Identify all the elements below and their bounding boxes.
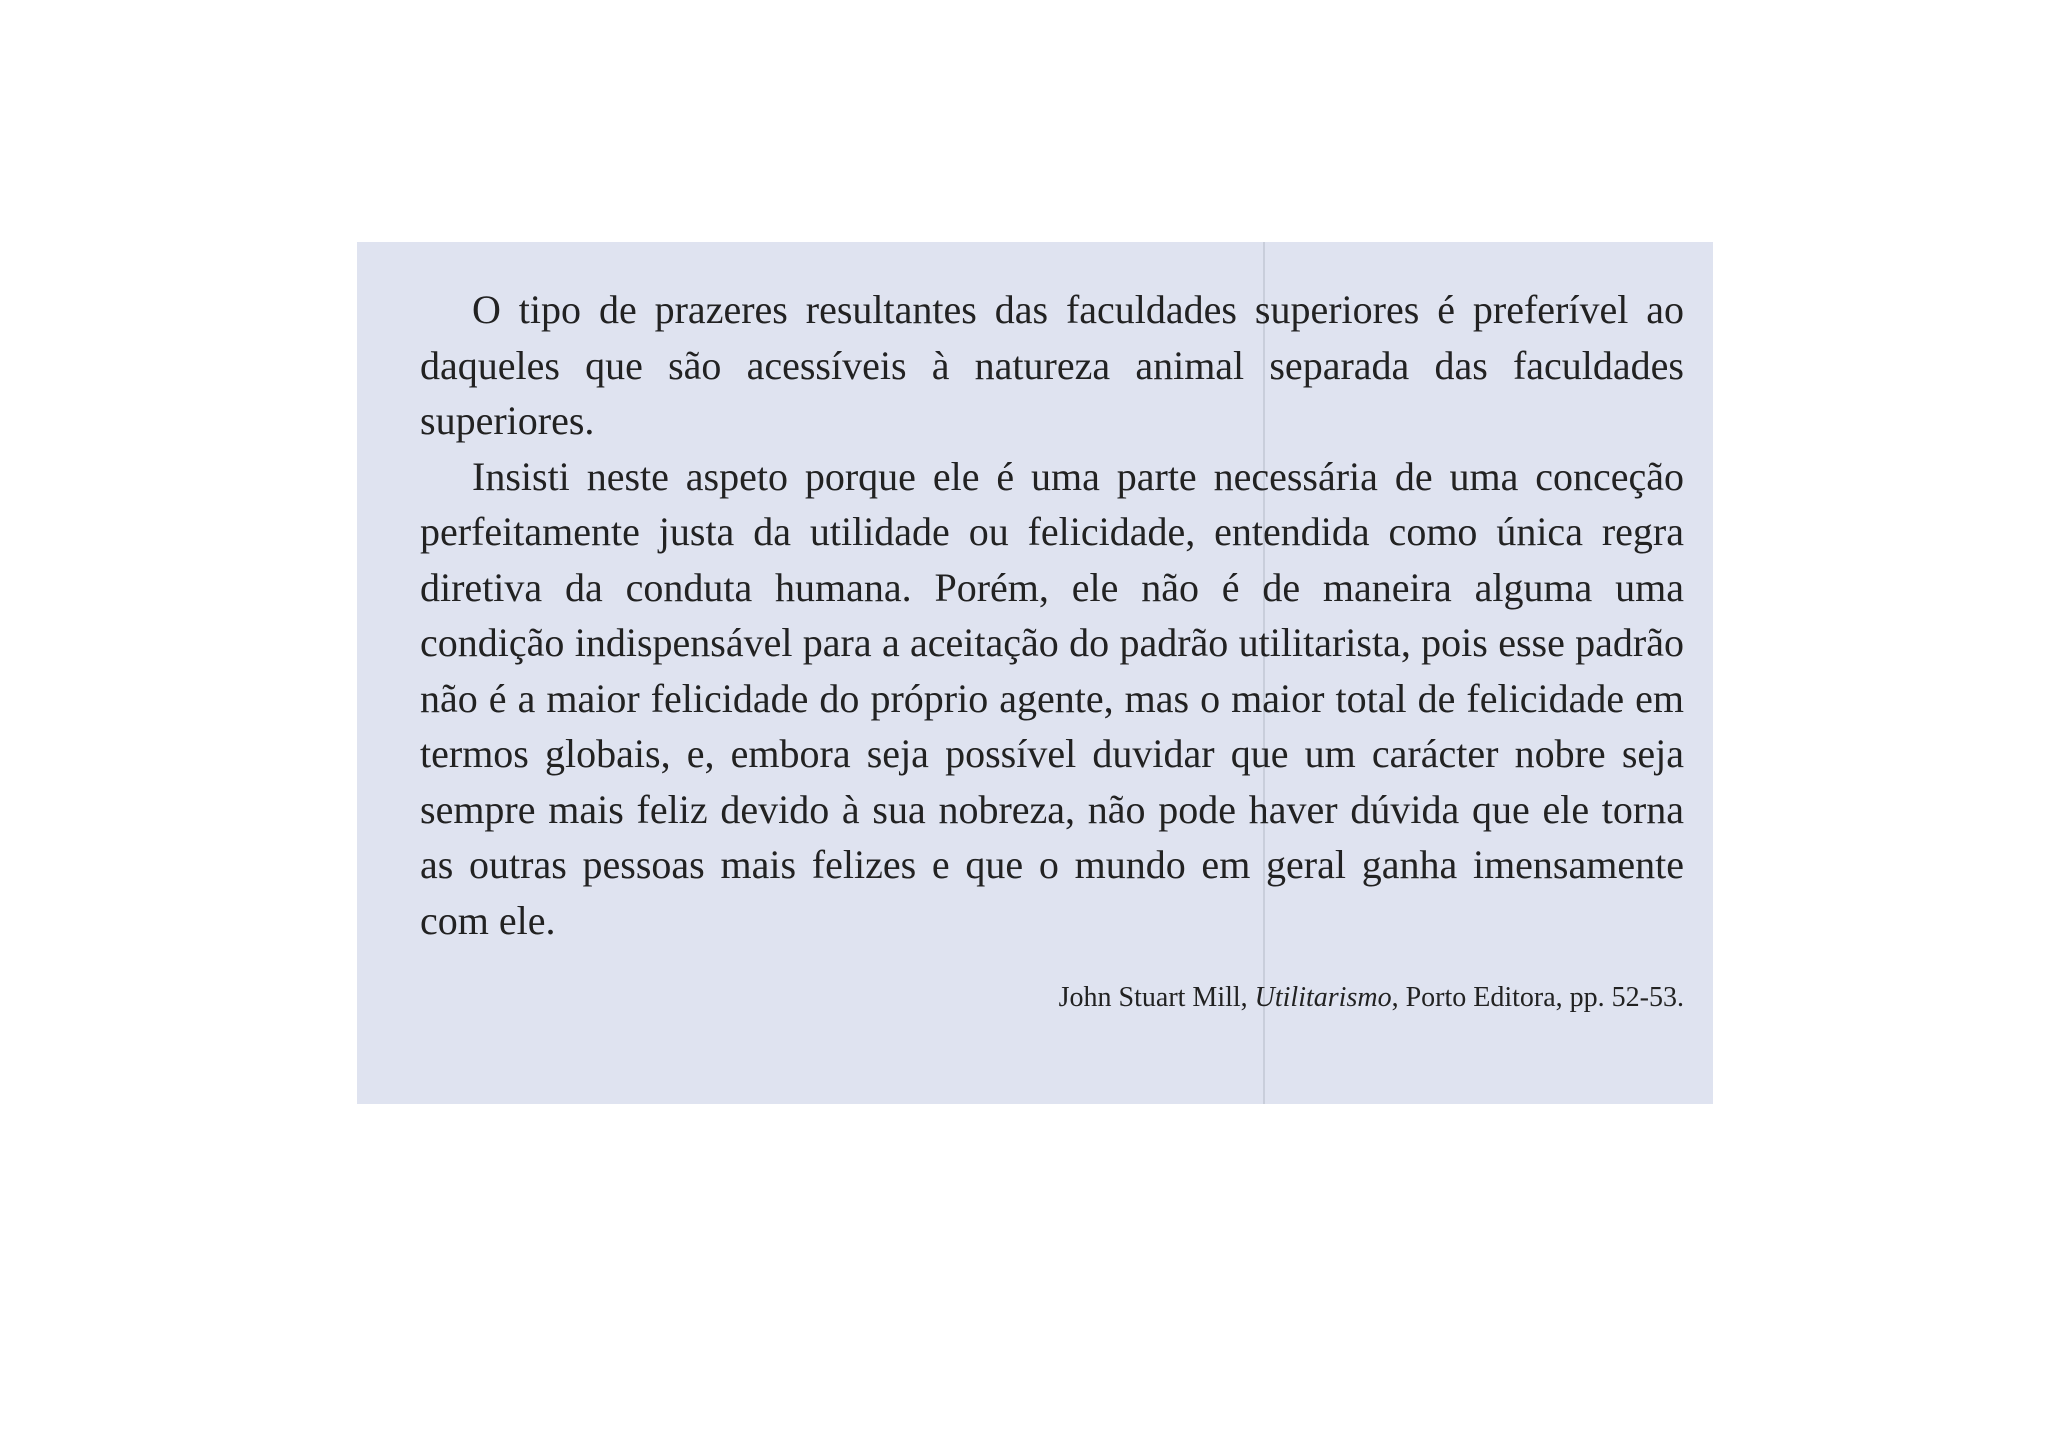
quote-paragraph-1: O tipo de prazeres resultantes das faculdades superiores é preferível ao daqueles que são acessíveis à natureza animal separada das faculdades superiores.: [420, 287, 1684, 443]
citation: [1059, 982, 1684, 1014]
quote-paragraph-2: Insisti neste aspeto porque ele é uma parte necessária de uma conceção perfeitamente justa da utilidade ou felicidade, entendida como única regra diretiva da conduta humana. Porém, ele não é de maneira alguma uma condição indispensável para a aceitação do padrão utilitarista, pois esse padrão não é a maior felicidade do próprio agente, mas o maior total de felicidade em termos globais, e, embora seja possível duvidar que um carácter nobre seja sempre mais feliz devido à sua nobreza, não pode haver dúvida que ele torna as outras pessoas mais felizes e que o mundo em geral ganha imensamente com ele.: [420, 453, 1684, 943]
citation-work-title: Utilitarismo: [1254, 982, 1392, 1013]
citation-details: , Porto Editora, pp. 52-53.: [1391, 982, 1684, 1013]
citation-author: John Stuart Mill,: [1058, 982, 1255, 1013]
quote-text: [420, 282, 1684, 948]
quote-box: [357, 242, 1713, 1104]
